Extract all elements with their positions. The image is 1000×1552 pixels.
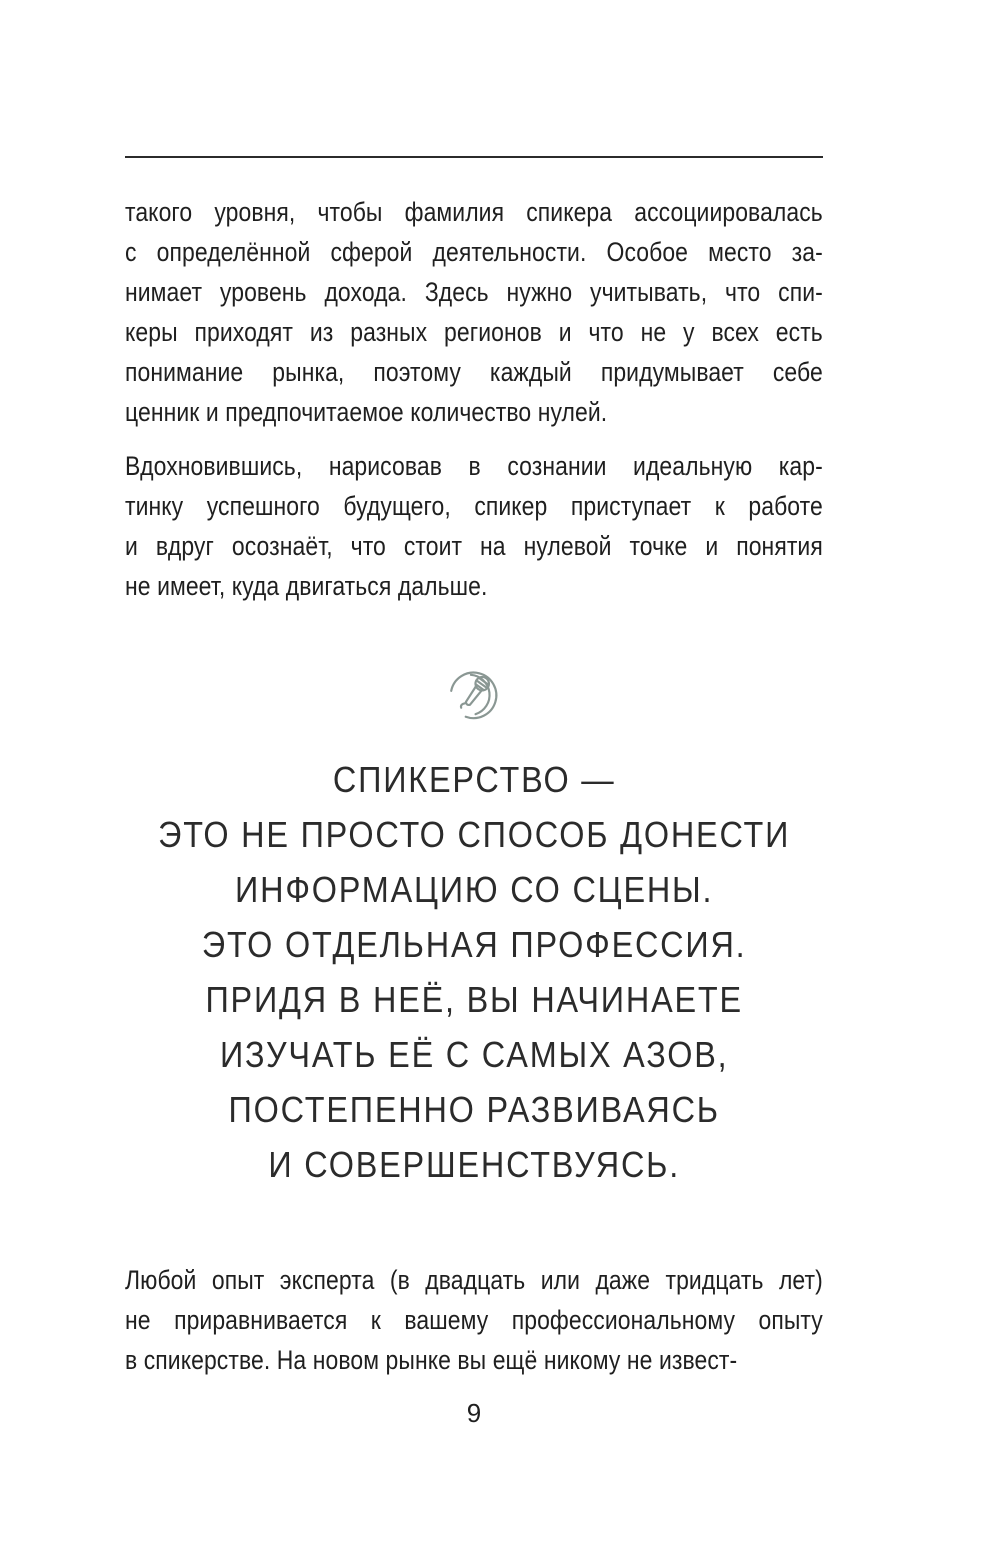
body-paragraph-1	[125, 192, 823, 432]
text-line: Вдохновившись, нарисовав в сознании идеальную кар-	[125, 451, 823, 481]
text-line: ценник и предпочитаемое количество нулей.	[125, 397, 608, 427]
body-paragraph-2	[125, 446, 823, 606]
body-paragraph-3	[125, 1260, 823, 1380]
text-line: в спикерстве. На новом рынке вы ещё никому не извест-	[125, 1345, 738, 1375]
pull-quote	[125, 752, 823, 1192]
text-line: ИЗУЧАТЬ ЕЁ С САМЫХ АЗОВ,	[219, 1034, 729, 1075]
text-line: такого уровня, чтобы фамилия спикера ассоциировалась	[125, 197, 823, 227]
text-line: ИНФОРМАЦИЮ СО СЦЕНЫ.	[235, 869, 714, 910]
text-line: понимание рынка, поэтому каждый придумывает себе	[125, 357, 823, 387]
page-number: 9	[466, 1398, 482, 1428]
text-line: тинку успешного будущего, спикер приступает к работе	[125, 491, 823, 521]
text-line: СПИКЕРСТВО —	[332, 759, 616, 800]
text-line: Любой опыт эксперта (в двадцать или даже тридцать лет)	[125, 1265, 823, 1295]
text-line: керы приходят из разных регионов и что не у всех есть	[125, 317, 823, 347]
text-line: не имеет, куда двигаться дальше.	[125, 571, 488, 601]
text-line: нимает уровень дохода. Здесь нужно учитывать, что спи-	[125, 277, 823, 307]
text-line: ЭТО НЕ ПРОСТО СПОСОБ ДОНЕСТИ	[158, 814, 791, 855]
text-line: с определённой сферой деятельности. Особое место за-	[125, 237, 823, 267]
text-line: ПРИДЯ В НЕЁ, ВЫ НАЧИНАЕТЕ	[205, 979, 743, 1020]
text-line: ПОСТЕПЕННО РАЗВИВАЯСЬ	[228, 1089, 720, 1130]
text-line: И СОВЕРШЕНСТВУЯСЬ.	[268, 1144, 681, 1185]
text-line: и вдруг осознаёт, что стоит на нулевой точке и понятия	[125, 531, 823, 561]
text-line: не приравнивается к вашему профессиональному опыту	[125, 1305, 823, 1335]
top-divider-rule	[125, 156, 823, 158]
section-ornament	[125, 666, 823, 729]
text-line: ЭТО ОТДЕЛЬНАЯ ПРОФЕССИЯ.	[201, 924, 747, 965]
microphone-icon	[445, 666, 503, 729]
